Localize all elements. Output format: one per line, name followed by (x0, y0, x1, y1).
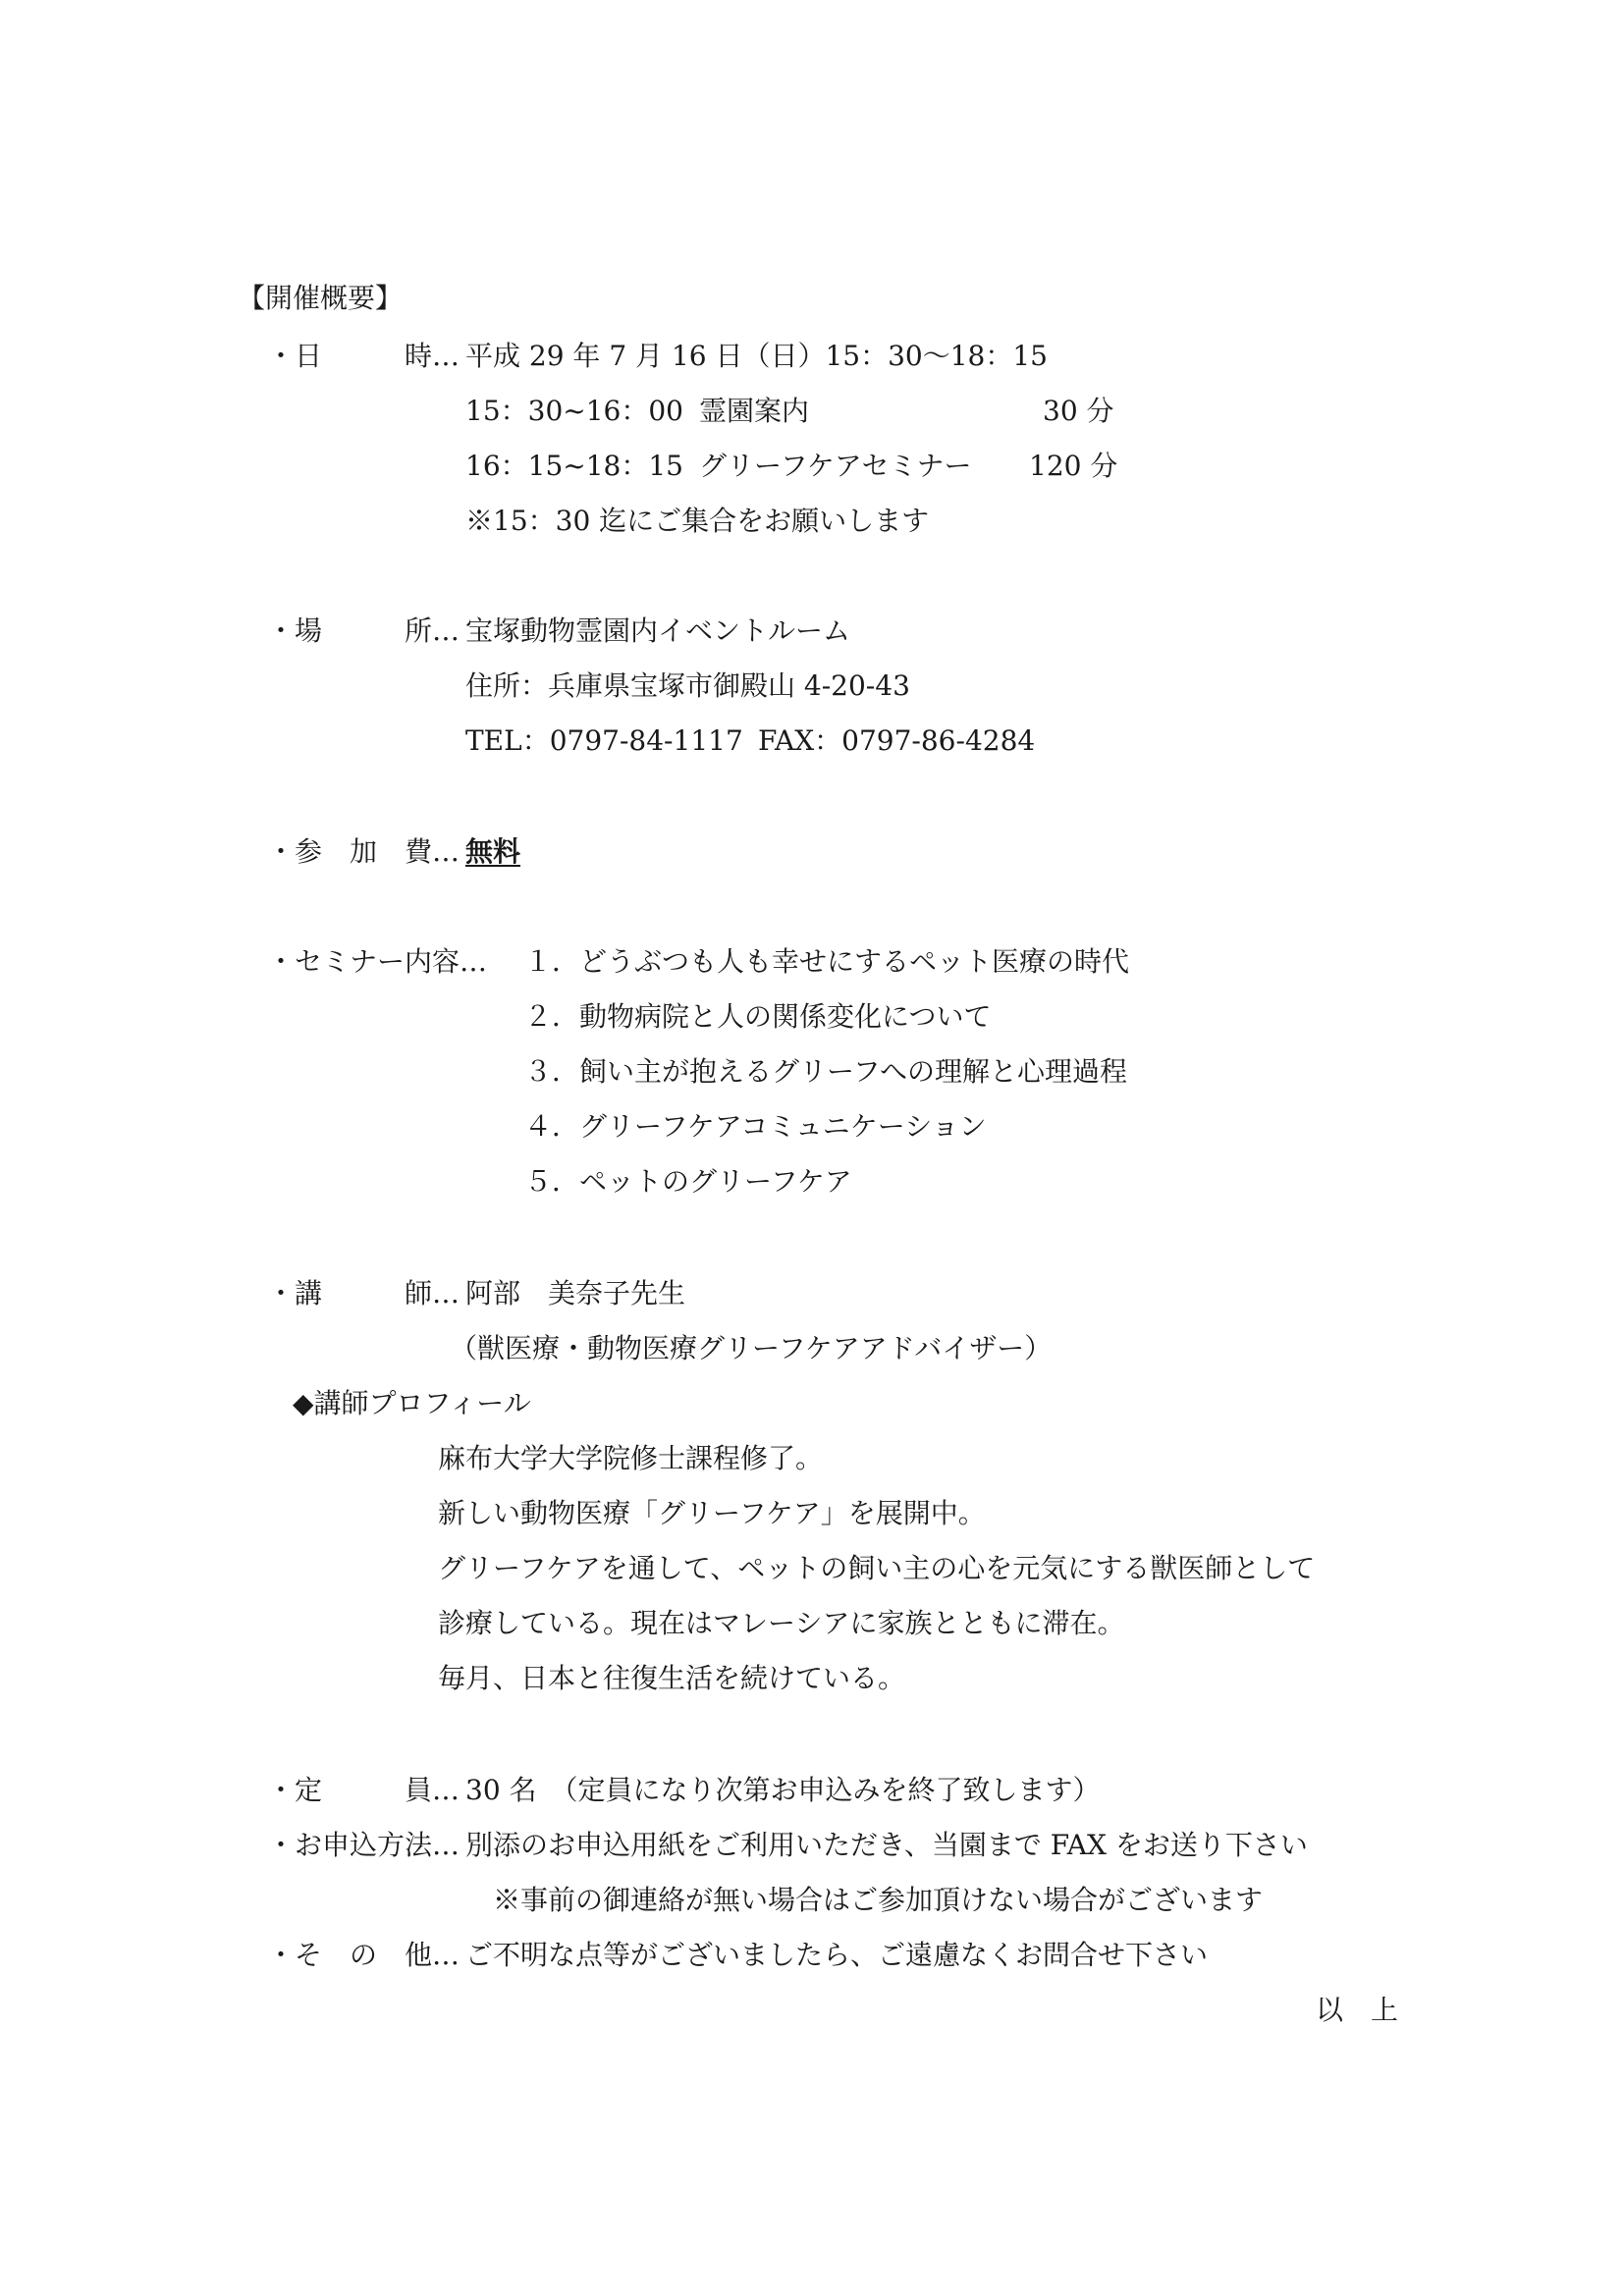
application-note: ※事前の御連絡が無い場合はご参加頂けない場合がございます (493, 1884, 1264, 1916)
profile-line-2: 新しい動物医療「グリーフケア」を展開中。 (438, 1497, 986, 1529)
datetime-value: 平成 29 年 7 月 16 日（日）15：30〜18：15 (465, 340, 1048, 372)
seminar-item-3: ３．飼い主が抱えるグリーフへの理解と心理過程 (524, 1055, 1128, 1088)
profile-line-4: 診療している。現在はマレーシアに家族とともに滞在。 (438, 1607, 1125, 1639)
seminar-label: ・セミナー内容… (267, 945, 488, 978)
other-value: ご不明な点等がございましたら、ご遠慮なくお問合せ下さい (465, 1939, 1209, 1971)
seminar-item-1: １．どうぶつも人も幸せにするペット医療の時代 (524, 945, 1130, 978)
fee-label: ・参 加 費… (267, 835, 460, 868)
closing-text: 以 上 (1316, 1994, 1399, 2026)
other-label: ・そ の 他… (267, 1939, 460, 1971)
place-address: 住所：兵庫県宝塚市御殿山 4-20-43 (465, 669, 910, 702)
profile-heading: ◆講師プロフィール (293, 1387, 531, 1419)
seminar-item-4: ４．グリーフケアコミュニケーション (524, 1110, 987, 1143)
lecturer-title: （獣医療・動物医療グリーフケアアドバイザー） (450, 1332, 1053, 1364)
profile-line-3: グリーフケアを通して、ペットの飼い主の心を元気にする獣医師として (438, 1552, 1316, 1584)
schedule-row-1-time: 15：30~16：00 (465, 395, 683, 427)
lecturer-label: ・講 師… (267, 1277, 460, 1309)
application-label: ・お申込方法… (267, 1829, 460, 1861)
schedule-row-2-time: 16：15~18：15 (465, 450, 683, 482)
section-heading: 【開催概要】 (238, 282, 404, 314)
profile-line-5: 毎月、日本と往復生活を続けている。 (438, 1662, 906, 1694)
schedule-row-2-item: グリーフケアセミナー (699, 450, 972, 482)
datetime-label: ・日 時… (267, 340, 460, 372)
assembly-note: ※15：30 迄にご集合をお願いします (465, 505, 930, 537)
place-label: ・場 所… (267, 614, 460, 647)
place-fax: FAX：0797-86-4284 (758, 724, 1036, 757)
application-value: 別添のお申込用紙をご利用いただき、当園まで FAX をお送り下さい (465, 1829, 1308, 1861)
place-tel: TEL：0797-84-1117 (465, 724, 743, 757)
place-value: 宝塚動物霊園内イベントルーム (465, 614, 851, 647)
schedule-row-1-duration: 30 分 (1043, 395, 1114, 427)
seminar-item-5: ５．ペットのグリーフケア (524, 1165, 852, 1198)
capacity-value: 30 名 （定員になり次第お申込みを終了致します） (465, 1774, 1101, 1806)
seminar-item-2: ２．動物病院と人の関係変化について (524, 1000, 992, 1033)
lecturer-name: 阿部 美奈子先生 (465, 1277, 686, 1309)
schedule-row-2-duration: 120 分 (1029, 450, 1118, 482)
schedule-row-1-item: 霊園案内 (699, 395, 810, 427)
fee-value: 無料 (465, 835, 521, 868)
capacity-label: ・定 員… (267, 1774, 460, 1806)
profile-line-1: 麻布大学大学院修士課程修了。 (438, 1442, 824, 1474)
